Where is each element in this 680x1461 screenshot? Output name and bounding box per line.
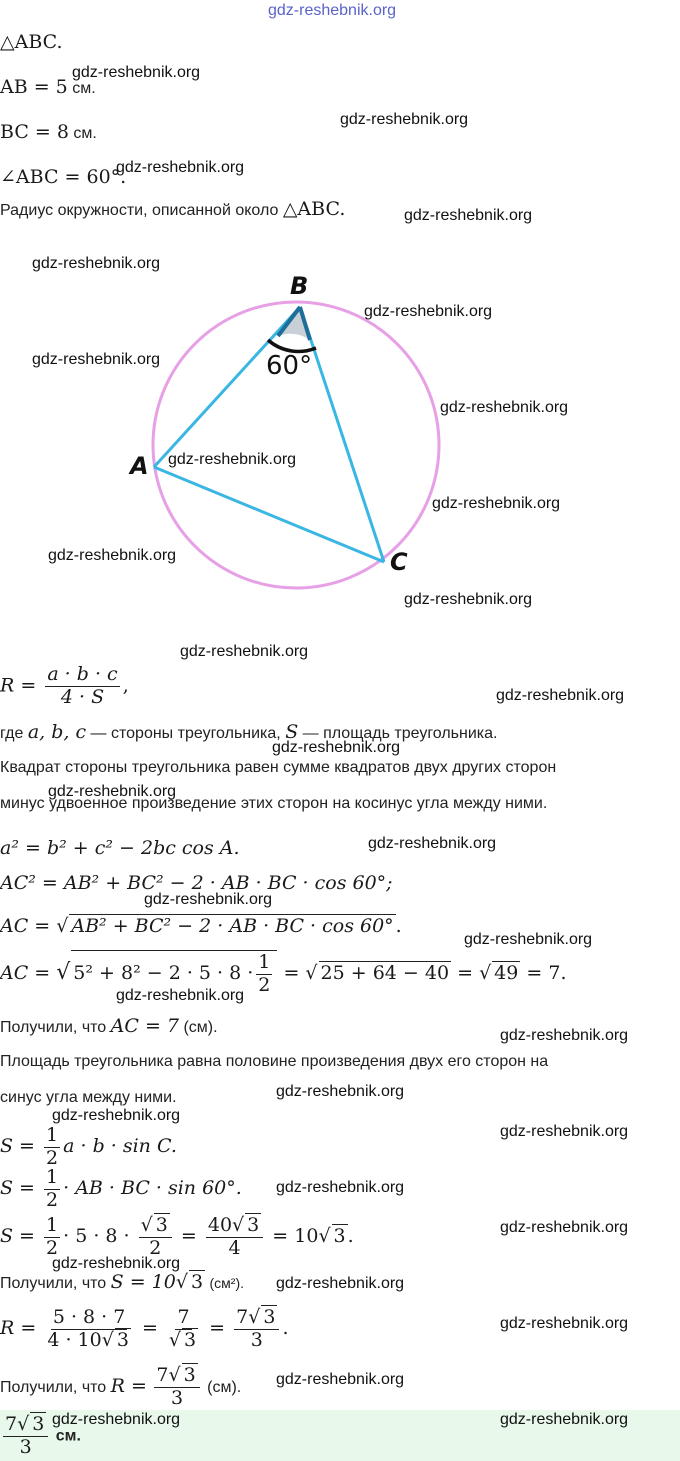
vertex-label-b: B [290, 272, 309, 300]
area-eq3-num: 1 [46, 1213, 59, 1236]
area-eq3-f2-den: 2 [149, 1236, 162, 1259]
where-mid: — стороны треугольника, [86, 725, 286, 742]
cos-rule-text-line2: минус удвоенное произведение этих сторон на косинус угла между ними. [0, 795, 548, 812]
area-eq3-mid: · 5 · 8 · [63, 1225, 130, 1247]
final-r-f1-num: 5 · 8 · 7 [52, 1305, 126, 1328]
area-eq3-eq2: = 10 [272, 1225, 319, 1247]
area-eq3-f3-num: 40 [207, 1213, 233, 1236]
final-r-f3: $\frac{7√ 3}{3}$ [234, 1307, 279, 1352]
final-r-f3-num: 7 [236, 1305, 249, 1328]
result-r-num-rad: 3 [183, 1364, 196, 1387]
cos-rule-eq1: a² = b² + c² − 2bc cos A. [0, 837, 240, 859]
watermark: gdz-reshebnik.org [464, 931, 593, 948]
eq4-radicand: 5² + 8² − 2 · 5 · 8 · [73, 962, 254, 984]
result-s-pre: Получили, что [0, 1275, 107, 1292]
answer-unit: см. [55, 1427, 81, 1445]
area-eq2-lhs: S = [0, 1177, 35, 1199]
answer-den: 3 [19, 1435, 32, 1458]
result-r-num: 7 [156, 1364, 169, 1387]
result-r [0, 1364, 241, 1410]
result-s-post: (см²). [209, 1275, 245, 1291]
eq3-tail: . [395, 915, 402, 937]
watermark: gdz-reshebnik.org [404, 207, 533, 224]
area-eq2-num: 1 [46, 1165, 59, 1188]
result-s-rad: 3 [190, 1271, 204, 1293]
watermark: gdz-reshebnik.org [364, 303, 493, 320]
final-r-eq [0, 1302, 288, 1354]
area-eq1-lhs: S = [0, 1135, 35, 1157]
result-r-den: 3 [170, 1387, 184, 1410]
watermark: gdz-reshebnik.org [500, 1315, 629, 1332]
watermark: gdz-reshebnik.org [500, 1219, 629, 1236]
where-vars: a, b, c [27, 721, 87, 743]
watermark: gdz-reshebnik.org [276, 1083, 405, 1100]
site-watermark-top: gdz-reshebnik.org [268, 2, 397, 19]
watermark: gdz-reshebnik.org [180, 643, 309, 660]
watermark: gdz-reshebnik.org [272, 739, 401, 756]
side-ab [154, 307, 300, 467]
angle-label: 60° [266, 351, 313, 381]
final-r-f1-den-rad: 3 [116, 1328, 129, 1351]
watermark: gdz-reshebnik.org [52, 1107, 181, 1124]
watermark: gdz-reshebnik.org [32, 351, 161, 368]
formula-r-lhs: R = [0, 674, 37, 697]
watermark: gdz-reshebnik.org [500, 1123, 629, 1140]
watermark: gdz-reshebnik.org [32, 255, 161, 272]
answer-frac: $\frac{7√ 3}{3}$ [3, 1414, 48, 1459]
area-eq1 [0, 1124, 177, 1169]
given-bc [0, 122, 97, 144]
given-bc-unit: см. [73, 125, 97, 142]
formula-r-num: a · b · c [47, 663, 118, 685]
final-r-f2-num: 7 [177, 1305, 190, 1328]
eq4-eq2: = [457, 962, 474, 984]
formula-circumradius [0, 664, 129, 709]
watermark: gdz-reshebnik.org [276, 1275, 405, 1292]
eq4-lhs: AC = [0, 962, 51, 984]
area-eq3-f3: $\frac{40√ 3}{4}$ [206, 1215, 263, 1260]
area-eq2-den: 2 [46, 1188, 59, 1211]
area-text-line2: синус угла между ними. [0, 1089, 177, 1106]
watermark: gdz-reshebnik.org [48, 547, 177, 564]
area-eq3-lhs: S = [0, 1225, 35, 1247]
area-eq3-tail: . [347, 1225, 354, 1247]
cos-rule-eq4: AC = √ 5² + 8² − 2 · 5 · 8 · $\frac{1}{2}$ = √ 25 + 64 − 40 = √ 49 = 7. [0, 950, 567, 996]
eq4-eq: = [283, 962, 300, 984]
where-post: — площадь треугольника. [298, 725, 498, 742]
cos-rule-eq3: AC = √ AB² + BC² − 2 · AB · BC · cos 60° . [0, 915, 402, 937]
final-r-tail: . [282, 1317, 289, 1339]
final-r-f2-den-rad: 3 [184, 1328, 197, 1351]
find-label: Радиус окружности, описанной около [0, 202, 279, 219]
watermark: gdz-reshebnik.org [500, 1027, 629, 1044]
watermark: gdz-reshebnik.org [116, 159, 245, 176]
watermark: gdz-reshebnik.org [432, 495, 561, 512]
final-r-f3-den: 3 [250, 1328, 263, 1351]
given-triangle: △ABC. [0, 31, 63, 53]
watermark: gdz-reshebnik.org [48, 783, 177, 800]
result-ac-pre: Получили, что [0, 1019, 107, 1036]
result-ac-math: AC = 7 [110, 1015, 180, 1037]
eq4-half-den: 2 [258, 973, 271, 996]
side-ac [154, 467, 384, 562]
watermark: gdz-reshebnik.org [72, 64, 201, 81]
formula-r-tail: , [122, 674, 129, 697]
given-bc-math: BC = 8 [0, 121, 69, 143]
eq3-lhs: AC = [0, 915, 51, 937]
area-eq3-eq: = [180, 1225, 197, 1247]
final-r-f2: $\frac{7}{√ 3}$ [168, 1305, 197, 1351]
area-eq3-f3-rad: 3 [247, 1213, 260, 1236]
watermark: gdz-reshebnik.org [404, 591, 533, 608]
where-s: S [285, 721, 299, 743]
area-eq3-root3-half: $\frac{√ 3}{2}$ [139, 1215, 172, 1260]
eq4-radicand3: 49 [494, 962, 519, 984]
area-eq1-den: 2 [46, 1146, 59, 1169]
where-line [0, 722, 497, 744]
watermark: gdz-reshebnik.org [500, 1411, 629, 1428]
area-eq3-f2-num: 3 [155, 1213, 168, 1236]
find-triangle: △ABC. [282, 198, 346, 220]
final-r-f1: $\frac{5 \cdot 8 \cdot 7}{4 \cdot 10√ 3}$ [47, 1305, 129, 1351]
area-eq3-half [44, 1215, 60, 1260]
watermark: gdz-reshebnik.org [168, 451, 297, 468]
vertex-label-a: A [130, 452, 149, 480]
final-r-eq2: = [209, 1317, 226, 1339]
find-line [0, 199, 345, 221]
given-ab-unit: см. [72, 80, 96, 97]
vertex-label-c: C [390, 548, 408, 576]
formula-r-den: 4 · S [60, 685, 105, 708]
given-angle: ∠ABC = 60°. [0, 166, 127, 188]
side-bc [300, 307, 384, 562]
area-eq3-f3-den: 4 [228, 1236, 241, 1259]
watermark: gdz-reshebnik.org [368, 835, 497, 852]
cos-rule-text-line1: Квадрат стороны треугольника равен сумме квадратов двух других сторон [0, 759, 557, 776]
result-s-math: S = 10 [110, 1271, 176, 1293]
result-ac [0, 1016, 218, 1038]
watermark: gdz-reshebnik.org [52, 1255, 181, 1272]
eq4-tail: = 7. [526, 962, 567, 984]
watermark: gdz-reshebnik.org [276, 1179, 405, 1196]
cos-rule-eq2: AC² = AB² + BC² − 2 · AB · BC · cos 60°; [0, 872, 393, 894]
formula-r-fraction [45, 664, 119, 709]
area-eq3-rad: 3 [333, 1225, 346, 1247]
watermark: gdz-reshebnik.org [144, 891, 273, 908]
final-r-f3-num-rad: 3 [263, 1305, 276, 1328]
area-eq2-half [44, 1167, 60, 1212]
area-eq3-den: 2 [46, 1236, 59, 1259]
watermark: gdz-reshebnik.org [52, 1411, 181, 1428]
where-pre: где [0, 725, 24, 742]
watermark: gdz-reshebnik.org [276, 1371, 405, 1388]
area-eq2 [0, 1166, 242, 1211]
eq4-radicand2: 25 + 64 − 40 [320, 962, 450, 984]
watermark: gdz-reshebnik.org [440, 399, 569, 416]
circumcircle [153, 302, 439, 588]
eq4-half-num: 1 [258, 950, 271, 973]
area-eq1-half [44, 1125, 60, 1170]
answer-num: 7 [5, 1413, 18, 1435]
result-r-post: (см). [207, 1379, 242, 1396]
eq4-half [256, 952, 272, 997]
final-r-eq1: = [141, 1317, 158, 1339]
watermark: gdz-reshebnik.org [340, 111, 469, 128]
result-r-frac: $\frac{7√ 3}{3}$ [154, 1365, 199, 1410]
result-s: Получили, что S = 10√ 3 (см²). [0, 1271, 245, 1293]
final-r-f1-den: 4 · 10 [47, 1328, 102, 1351]
watermark: gdz-reshebnik.org [116, 987, 245, 1004]
final-r-lhs: R = [0, 1317, 37, 1339]
result-r-lhs: R = [110, 1375, 147, 1397]
area-text-line1: Площадь треугольника равна половине произведения двух его сторон на [0, 1053, 549, 1070]
eq3-radicand: AB² + BC² − 2 · AB · BC · cos 60° [71, 915, 394, 937]
area-eq1-num: 1 [46, 1123, 59, 1146]
angle-b-arc [268, 340, 316, 351]
result-r-pre: Получили, что [0, 1379, 107, 1396]
area-eq2-tail: · AB · BC · sin 60°. [63, 1177, 242, 1199]
watermark: gdz-reshebnik.org [496, 687, 625, 704]
given-ab-math: AB = 5 [0, 76, 68, 98]
area-eq3: S = $\frac{1}{2}$ · 5 · 8 · $\frac{√ 3}{2}$ = $\frac{40√ 3}{4}$ = 10√ 3 . [0, 1213, 354, 1259]
area-eq1-tail: a · b · sin C. [63, 1135, 177, 1157]
answer-num-rad: 3 [32, 1413, 45, 1435]
result-ac-post: (см). [183, 1019, 218, 1036]
